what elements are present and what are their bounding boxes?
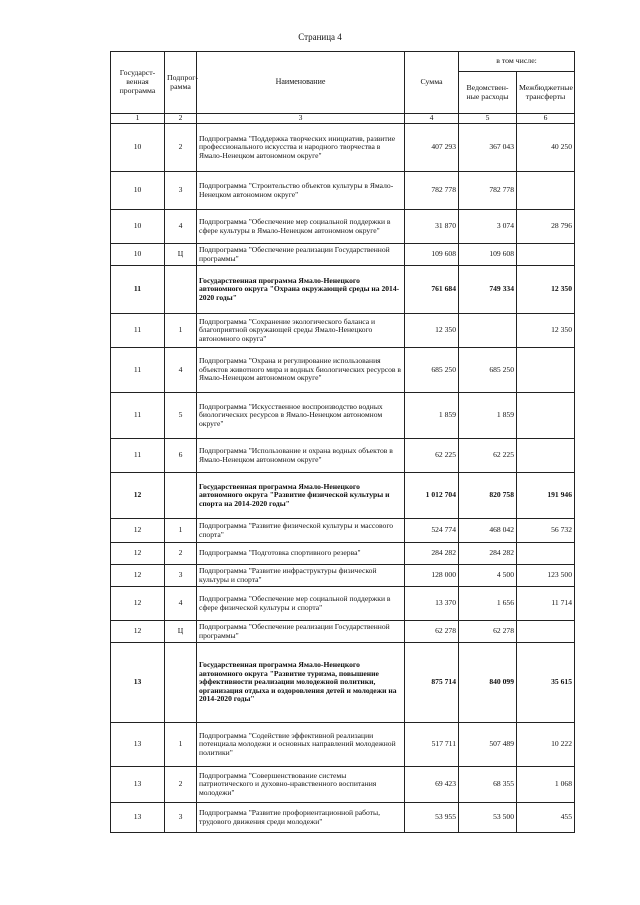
column-number: 6 xyxy=(517,114,575,124)
cell-sum: 31 870 xyxy=(405,210,459,244)
table-row xyxy=(111,565,575,587)
cell-dept: 367 043 xyxy=(459,124,517,172)
cell-dept: 109 608 xyxy=(459,244,517,266)
table-row xyxy=(111,124,575,172)
cell-sum: 13 370 xyxy=(405,587,459,621)
cell-name: Подпрограмма "Искусственное воспроизводство водных биологических ресурсов в Ямало-Ненецком автономном округе" xyxy=(197,393,405,439)
cell-name: Подпрограмма "Поддержка творческих инициатив, развитие профессионального искусства и народного творчества в Ямало-Ненецком автономном округе" xyxy=(197,124,405,172)
cell-name: Подпрограмма "Обеспечение реализации Государственной программы" xyxy=(197,244,405,266)
cell-transfers: 11 714 xyxy=(517,587,575,621)
cell-transfers: 28 796 xyxy=(517,210,575,244)
cell-name: Государственная программа Ямало-Ненецкого автономного округа "Развитие физической культуры и спорта на 2014-2020 годы" xyxy=(197,473,405,519)
table-row xyxy=(111,348,575,393)
cell-gp: 10 xyxy=(111,244,165,266)
cell-dept: 749 334 xyxy=(459,266,517,314)
table-row xyxy=(111,266,575,314)
cell-transfers: 455 xyxy=(517,803,575,833)
cell-gp: 12 xyxy=(111,543,165,565)
cell-dept: 3 074 xyxy=(459,210,517,244)
table-row xyxy=(111,210,575,244)
cell-pp: 1 xyxy=(165,314,197,348)
cell-pp xyxy=(165,473,197,519)
cell-name: Государственная программа Ямало-Ненецкого автономного округа "Охрана окружающей среды на 2014-2020 годы" xyxy=(197,266,405,314)
cell-transfers: 191 946 xyxy=(517,473,575,519)
cell-dept: 782 778 xyxy=(459,172,517,210)
cell-dept xyxy=(459,314,517,348)
cell-dept: 468 042 xyxy=(459,519,517,543)
cell-sum: 524 774 xyxy=(405,519,459,543)
cell-sum: 407 293 xyxy=(405,124,459,172)
cell-gp: 12 xyxy=(111,473,165,519)
cell-gp: 12 xyxy=(111,621,165,643)
cell-sum: 517 711 xyxy=(405,723,459,767)
cell-gp: 10 xyxy=(111,172,165,210)
cell-name: Подпрограмма "Развитие профориентационной работы, трудового движения среди молодежи" xyxy=(197,803,405,833)
cell-transfers xyxy=(517,439,575,473)
cell-pp: 1 xyxy=(165,723,197,767)
table-row xyxy=(111,393,575,439)
cell-dept: 4 500 xyxy=(459,565,517,587)
cell-pp: 1 xyxy=(165,519,197,543)
cell-dept: 840 099 xyxy=(459,643,517,723)
cell-pp: Ц xyxy=(165,244,197,266)
header-name: Наименование xyxy=(197,52,405,114)
cell-name: Подпрограмма "Использование и охрана водных объектов в Ямало-Ненецком автономном округе" xyxy=(197,439,405,473)
cell-pp: 2 xyxy=(165,767,197,803)
column-number: 4 xyxy=(405,114,459,124)
cell-sum: 1 859 xyxy=(405,393,459,439)
table-row xyxy=(111,244,575,266)
header-gp: Государст-венная программа xyxy=(111,52,165,114)
cell-sum: 69 423 xyxy=(405,767,459,803)
table-row xyxy=(111,543,575,565)
table-row xyxy=(111,803,575,833)
table-row xyxy=(111,172,575,210)
cell-pp: 6 xyxy=(165,439,197,473)
cell-name: Подпрограмма "Обеспечение мер социальной поддержки в сфере культуры в Ямало-Ненецком автономном округе" xyxy=(197,210,405,244)
cell-gp: 11 xyxy=(111,266,165,314)
cell-name: Подпрограмма "Совершенствование системы патриотического и духовно-нравственного воспитания молодежи" xyxy=(197,767,405,803)
cell-gp: 12 xyxy=(111,519,165,543)
cell-pp: 3 xyxy=(165,565,197,587)
cell-transfers: 10 222 xyxy=(517,723,575,767)
column-number: 2 xyxy=(165,114,197,124)
cell-transfers xyxy=(517,621,575,643)
cell-name: Подпрограмма "Содействие эффективной реализации потенциала молодежи и основных направлений молодежной политики" xyxy=(197,723,405,767)
cell-gp: 12 xyxy=(111,565,165,587)
cell-name: Подпрограмма "Развитие инфраструктуры физической культуры и спорта" xyxy=(197,565,405,587)
cell-transfers: 123 500 xyxy=(517,565,575,587)
table-row xyxy=(111,621,575,643)
budget-table xyxy=(110,51,575,833)
cell-dept: 68 355 xyxy=(459,767,517,803)
table-row xyxy=(111,519,575,543)
cell-pp: 5 xyxy=(165,393,197,439)
cell-transfers xyxy=(517,172,575,210)
cell-pp: 3 xyxy=(165,172,197,210)
cell-pp: 4 xyxy=(165,587,197,621)
cell-transfers xyxy=(517,393,575,439)
cell-name: Подпрограмма "Обеспечение мер социальной поддержки в сфере физической культуры и спорта" xyxy=(197,587,405,621)
cell-dept: 53 500 xyxy=(459,803,517,833)
cell-name: Подпрограмма "Сохранение экологического баланса и благоприятной окружающей среды Ямало-Ненецкого автономного округа" xyxy=(197,314,405,348)
cell-sum: 53 955 xyxy=(405,803,459,833)
cell-name: Подпрограмма "Подготовка спортивного резерва" xyxy=(197,543,405,565)
cell-dept: 685 250 xyxy=(459,348,517,393)
cell-pp: 2 xyxy=(165,124,197,172)
cell-gp: 13 xyxy=(111,723,165,767)
cell-pp xyxy=(165,266,197,314)
cell-name: Государственная программа Ямало-Ненецкого автономного округа "Развитие туризма, повышение эффективности реализации молодежной политики, организация отдыха и оздоровления детей и молодежи на 2014-2020 годы" xyxy=(197,643,405,723)
table-row xyxy=(111,767,575,803)
cell-gp: 11 xyxy=(111,348,165,393)
cell-dept: 284 282 xyxy=(459,543,517,565)
cell-pp: 4 xyxy=(165,210,197,244)
cell-sum: 128 000 xyxy=(405,565,459,587)
cell-gp: 10 xyxy=(111,124,165,172)
page-number: Страница 4 xyxy=(298,32,342,42)
table-row xyxy=(111,723,575,767)
cell-gp: 11 xyxy=(111,393,165,439)
table-row xyxy=(111,439,575,473)
cell-sum: 685 250 xyxy=(405,348,459,393)
cell-dept: 1 656 xyxy=(459,587,517,621)
cell-name: Подпрограмма "Обеспечение реализации Государственной программы" xyxy=(197,621,405,643)
header-pp: Подпрог-рамма xyxy=(165,52,197,114)
table-row xyxy=(111,587,575,621)
cell-transfers: 56 732 xyxy=(517,519,575,543)
cell-transfers: 40 250 xyxy=(517,124,575,172)
cell-gp: 10 xyxy=(111,210,165,244)
cell-dept: 507 489 xyxy=(459,723,517,767)
cell-transfers: 12 350 xyxy=(517,266,575,314)
cell-transfers xyxy=(517,543,575,565)
cell-sum: 1 012 704 xyxy=(405,473,459,519)
header-sum: Сумма xyxy=(405,52,459,114)
cell-sum: 875 714 xyxy=(405,643,459,723)
cell-sum: 761 684 xyxy=(405,266,459,314)
cell-sum: 62 278 xyxy=(405,621,459,643)
cell-sum: 782 778 xyxy=(405,172,459,210)
table-body xyxy=(111,124,575,833)
cell-pp: Ц xyxy=(165,621,197,643)
column-number: 5 xyxy=(459,114,517,124)
cell-gp: 11 xyxy=(111,439,165,473)
cell-dept: 1 859 xyxy=(459,393,517,439)
cell-sum: 284 282 xyxy=(405,543,459,565)
cell-dept: 820 758 xyxy=(459,473,517,519)
cell-gp: 13 xyxy=(111,803,165,833)
cell-transfers: 35 615 xyxy=(517,643,575,723)
cell-pp: 2 xyxy=(165,543,197,565)
cell-gp: 12 xyxy=(111,587,165,621)
cell-name: Подпрограмма "Строительство объектов культуры в Ямало-Ненецком автономном округе" xyxy=(197,172,405,210)
cell-transfers: 1 068 xyxy=(517,767,575,803)
cell-transfers xyxy=(517,348,575,393)
header-transfers: Межбюджетные трансферты xyxy=(517,72,575,114)
cell-dept: 62 278 xyxy=(459,621,517,643)
table-row xyxy=(111,473,575,519)
cell-sum: 62 225 xyxy=(405,439,459,473)
cell-pp: 3 xyxy=(165,803,197,833)
cell-pp xyxy=(165,643,197,723)
header-including: в том числе: xyxy=(459,52,575,72)
cell-name: Подпрограмма "Развитие физической культуры и массового спорта" xyxy=(197,519,405,543)
cell-gp: 11 xyxy=(111,314,165,348)
cell-gp: 13 xyxy=(111,767,165,803)
cell-sum: 12 350 xyxy=(405,314,459,348)
cell-transfers: 12 350 xyxy=(517,314,575,348)
cell-pp: 4 xyxy=(165,348,197,393)
table-row xyxy=(111,643,575,723)
column-number-row xyxy=(111,114,575,124)
column-number: 3 xyxy=(197,114,405,124)
cell-gp: 13 xyxy=(111,643,165,723)
cell-name: Подпрограмма "Охрана и регулирование использования объектов животного мира и водных биологических ресурсов в Ямало-Ненецком автономном округе" xyxy=(197,348,405,393)
header-dept: Ведомствен-ные расходы xyxy=(459,72,517,114)
table-row xyxy=(111,314,575,348)
cell-dept: 62 225 xyxy=(459,439,517,473)
table-header xyxy=(111,52,575,124)
column-number: 1 xyxy=(111,114,165,124)
cell-sum: 109 608 xyxy=(405,244,459,266)
cell-transfers xyxy=(517,244,575,266)
